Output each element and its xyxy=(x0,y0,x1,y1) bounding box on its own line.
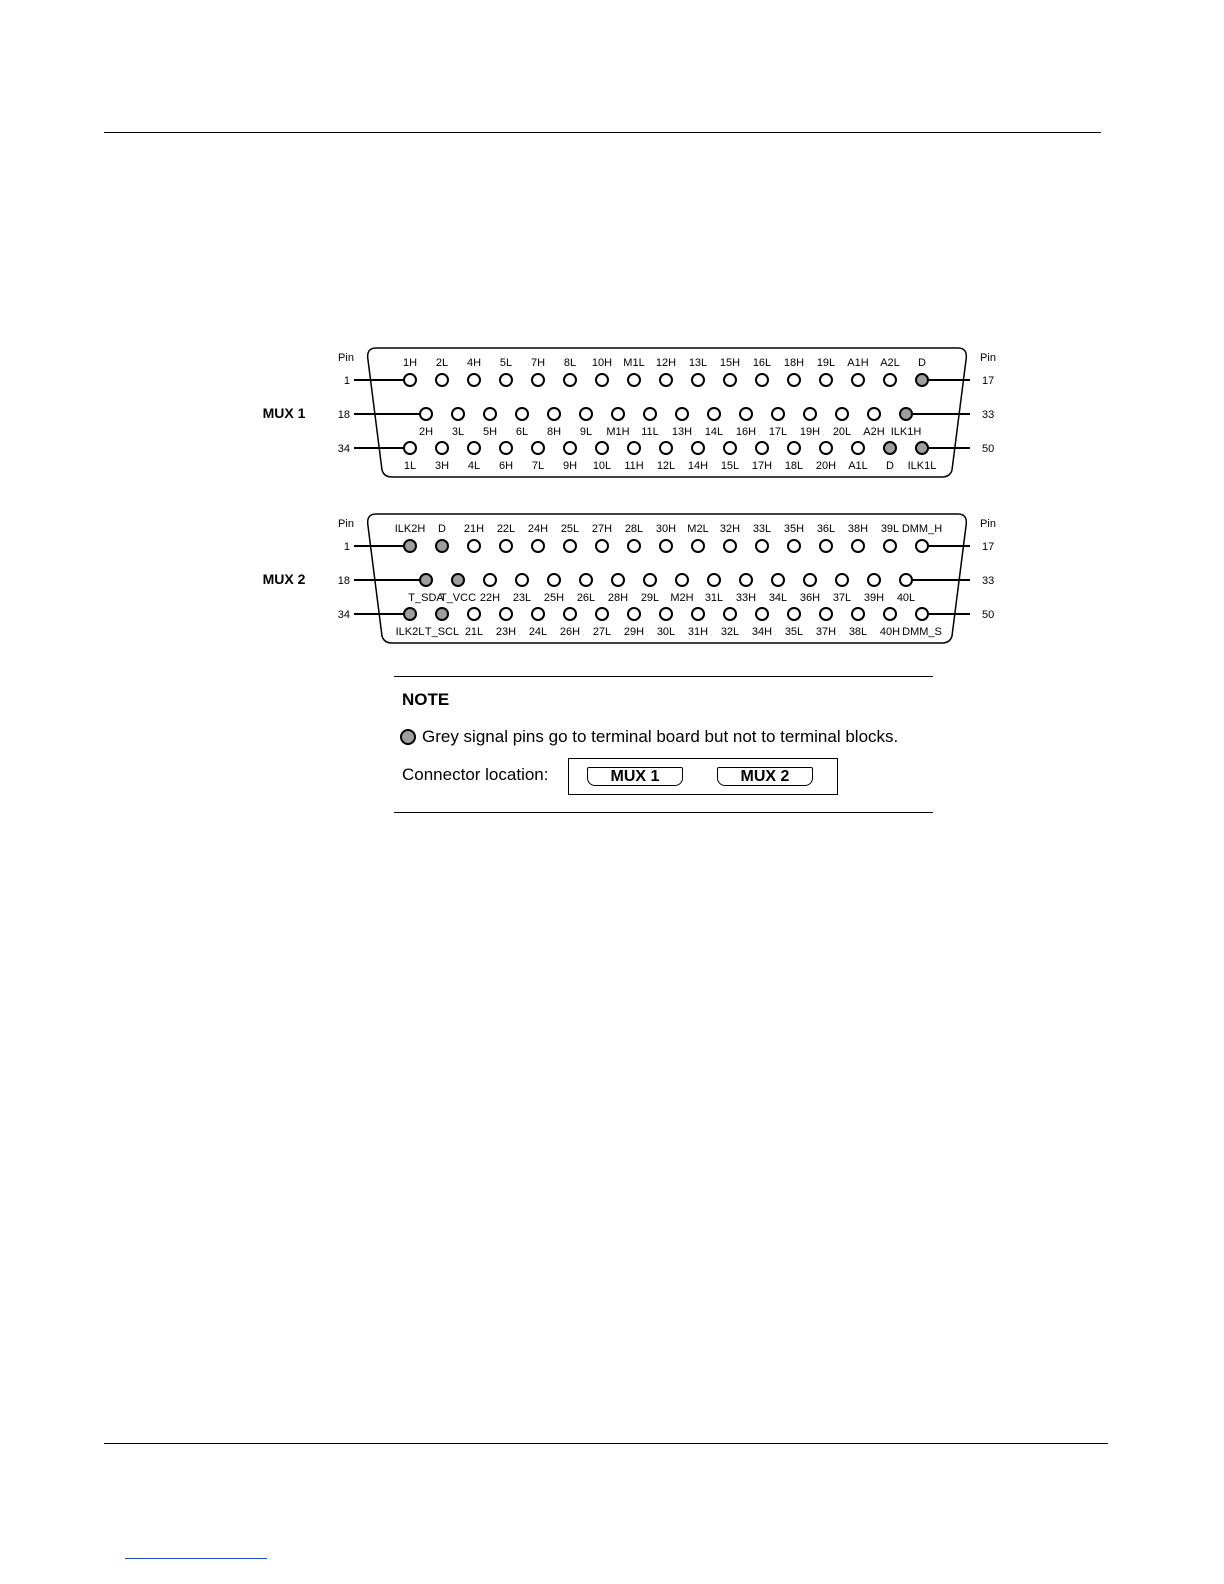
mux2-row2-pin-label: 37L xyxy=(832,592,852,604)
mux1-row2-pin-label: 14L xyxy=(704,426,724,438)
connector-location-label: Connector location: xyxy=(402,765,549,784)
mux1-row3-pin xyxy=(916,442,928,454)
mux1-row2-pin xyxy=(868,408,880,420)
mux1-row2-pin-label: 2H xyxy=(418,426,434,438)
mux1-row1-pin-label: 19L xyxy=(816,357,836,369)
mux2-row3-pin xyxy=(724,608,736,620)
mux2-row1-pin xyxy=(404,540,416,552)
mux1-row2-pin xyxy=(420,408,432,420)
mux2-row2-pin xyxy=(548,574,560,586)
mux1-row2-pin-label: 20L xyxy=(832,426,852,438)
mux1-row1-pin-number-right: 17 xyxy=(982,375,995,387)
mux1-row3-pin-label: 12L xyxy=(656,460,676,472)
mux1-row3-pin-label: 4L xyxy=(467,460,481,472)
mux1-row3-pin xyxy=(404,442,416,454)
mux2-row2-pin xyxy=(708,574,720,586)
mux2-row3-pin-label: 27L xyxy=(592,626,612,638)
mux2-row1-pin-label: 28L xyxy=(624,523,644,535)
mux2-row1-pin xyxy=(820,540,832,552)
mux2-row1-pin-label: D xyxy=(438,523,446,535)
mux2-row1-pin-label: 36L xyxy=(816,523,836,535)
mux2-row1-pin-label: ILK2H xyxy=(394,523,426,535)
mux2-row1-pin xyxy=(500,540,512,552)
mux1-row3-pin-label: ILK1L xyxy=(907,460,937,472)
mux1-row1-pin-label: 1H xyxy=(402,357,418,369)
mux1-row2-pin-label: M1H xyxy=(606,426,630,438)
mux2-row1-pin xyxy=(724,540,736,552)
mux2-row3-pin-number-right: 50 xyxy=(982,609,995,621)
mux2-row1-pin-label: DMM_H xyxy=(901,523,943,535)
mux2-row3-pin xyxy=(660,608,672,620)
mux1-row2-pin-label: 5H xyxy=(482,426,498,438)
mux2-row1-pin-label: 22L xyxy=(496,523,516,535)
mux2-row2-pin xyxy=(612,574,624,586)
mux1-row2-pin xyxy=(676,408,688,420)
mux2-row2-pin-label: 28H xyxy=(607,592,629,604)
mux2-row2-pin xyxy=(740,574,752,586)
mux2-row3-pin-label: 30L xyxy=(656,626,676,638)
mux1-row1-pin-label: 7H xyxy=(530,357,546,369)
mux2-row2-pin-label: 23L xyxy=(512,592,532,604)
mux1-row3-pin xyxy=(468,442,480,454)
mux1-row3-pin xyxy=(660,442,672,454)
mux2-row3-pin xyxy=(692,608,704,620)
mux1-row3-pin-label: 14H xyxy=(687,460,709,472)
mux2-row1-pin xyxy=(756,540,768,552)
mux1-row1-pin xyxy=(436,374,448,386)
mux1-row2-pin xyxy=(612,408,624,420)
mux1-row2-pin-label: 16H xyxy=(735,426,757,438)
note-grey-text: Grey signal pins go to terminal board but not to terminal blocks. xyxy=(422,727,899,746)
mux2-row2-pin xyxy=(804,574,816,586)
mux2-row1-pin xyxy=(468,540,480,552)
mux1-row3-pin xyxy=(564,442,576,454)
mux1-row1-pin-label: 5L xyxy=(499,357,513,369)
mux2-row2-pin-label: T_VCC xyxy=(439,592,477,604)
mux1-row2-pin xyxy=(580,408,592,420)
mux1-row1-pin xyxy=(692,374,704,386)
mux2-pin-label-right: Pin xyxy=(980,518,996,530)
mux1-row2-pin-label: 19H xyxy=(799,426,821,438)
mux2-row3-pin-label: 32L xyxy=(720,626,740,638)
mux2-row2-pin-number-right: 33 xyxy=(982,575,995,587)
mux1-row1-pin xyxy=(916,374,928,386)
mux2-row3-pin xyxy=(628,608,640,620)
mux1-row1-pin-label: 2L xyxy=(435,357,449,369)
mux2-row3-pin-label: 40H xyxy=(879,626,901,638)
mux2-row3-pin-label: 34H xyxy=(751,626,773,638)
mux2-row3-pin-label: 38L xyxy=(848,626,868,638)
mux1-row3-pin-label: 1L xyxy=(403,460,417,472)
mux2-row1-pin-label: 33L xyxy=(752,523,772,535)
mux2-row2-pin xyxy=(900,574,912,586)
mux1-row3-pin xyxy=(532,442,544,454)
mux1-row3-pin xyxy=(884,442,896,454)
mux2-row1-pin-label: 30H xyxy=(655,523,677,535)
mux1-row2-pin-label: A2H xyxy=(863,426,885,438)
note-grey-line xyxy=(400,727,898,747)
mux2-row1-pin-label: 38H xyxy=(847,523,869,535)
mux1-row1-pin-number-left: 1 xyxy=(343,375,350,387)
mux1-row3-pin xyxy=(852,442,864,454)
mux2-row2-pin-number-left: 18 xyxy=(337,575,350,587)
mux1-row2-pin xyxy=(452,408,464,420)
mux1-row3-pin xyxy=(692,442,704,454)
mux1-row3-pin xyxy=(820,442,832,454)
mux1-row1-pin-label: 15H xyxy=(719,357,741,369)
mux2-row3-pin-label: 24L xyxy=(528,626,548,638)
mux2-row3-pin-label: ILK2L xyxy=(395,626,425,638)
mux2-label: MUX 2 xyxy=(262,571,306,587)
mux2-row3-pin xyxy=(820,608,832,620)
note-title: NOTE xyxy=(402,690,450,709)
mux1-row2-pin xyxy=(740,408,752,420)
mux2-row1-pin xyxy=(660,540,672,552)
mux2-row3-pin xyxy=(852,608,864,620)
mux2-row1-pin-label: 32H xyxy=(719,523,741,535)
mux2-row2-pin xyxy=(420,574,432,586)
mux2-pin-label-left: Pin xyxy=(338,518,354,530)
mux1-row3-pin-label: 10L xyxy=(592,460,612,472)
mux1-row2-pin-label: 13H xyxy=(671,426,693,438)
mux1-row2-pin-label: 6L xyxy=(515,426,529,438)
mux1-row3-pin-label: 18L xyxy=(784,460,804,472)
mux2-row2-pin-label: 40L xyxy=(896,592,916,604)
mux1-row3-pin xyxy=(788,442,800,454)
mux1-row1-pin-label: A2L xyxy=(880,357,900,369)
mux1-row3-pin-label: A1L xyxy=(848,460,868,472)
mux1-row1-pin-label: M1L xyxy=(623,357,645,369)
mux1-row2-pin xyxy=(772,408,784,420)
location-mux2: MUX 2 xyxy=(717,767,813,786)
mux2-row2-pin-label: 22H xyxy=(479,592,501,604)
mux1-row1-pin xyxy=(564,374,576,386)
mux1-row1-pin xyxy=(756,374,768,386)
mux1-row2-pin-number-right: 33 xyxy=(982,409,995,421)
mux2-row1-pin xyxy=(852,540,864,552)
mux1-row1-pin-label: 12H xyxy=(655,357,677,369)
connector-location-box xyxy=(568,758,838,795)
mux2-row2-pin-label: 31L xyxy=(704,592,724,604)
mux1-row1-pin-label: A1H xyxy=(847,357,869,369)
mux1-row3-pin xyxy=(724,442,736,454)
mux1-row2-pin-label: 11L xyxy=(641,426,659,438)
mux1-row1-pin-label: 16L xyxy=(752,357,772,369)
mux2-row1-pin-number-right: 17 xyxy=(982,541,995,553)
mux1-row3-pin xyxy=(436,442,448,454)
mux2-row3-pin xyxy=(884,608,896,620)
mux1-row2-pin xyxy=(644,408,656,420)
mux1-row3-pin-number-left: 34 xyxy=(337,443,350,455)
mux1-row1-pin xyxy=(500,374,512,386)
mux2-row3-pin-label: T_SCL xyxy=(424,626,460,638)
mux1-row3-pin-number-right: 50 xyxy=(982,443,995,455)
mux2-row3-pin-label: 21L xyxy=(464,626,484,638)
mux2-row3-pin-label: 37H xyxy=(815,626,837,638)
mux1-row2-pin-label: 9L xyxy=(579,426,593,438)
mux1-row2-pin-label: ILK1H xyxy=(890,426,922,438)
mux2-row1-pin xyxy=(436,540,448,552)
mux1-row1-pin xyxy=(820,374,832,386)
mux1-row2-pin xyxy=(516,408,528,420)
mux2-row1-pin xyxy=(692,540,704,552)
mux2-row3-pin xyxy=(532,608,544,620)
mux1-row1-pin-label: 18H xyxy=(783,357,805,369)
mux1-row2-pin-label: 3L xyxy=(451,426,465,438)
mux2-row2-pin-label: 26L xyxy=(576,592,596,604)
mux1-row3-pin-label: 7L xyxy=(531,460,545,472)
mux1-row3-pin xyxy=(756,442,768,454)
mux2-row2-pin xyxy=(484,574,496,586)
mux2-row1-pin-label: 35H xyxy=(783,523,805,535)
mux2-row1-pin-label: M2L xyxy=(687,523,709,535)
mux1-row2-pin xyxy=(548,408,560,420)
mux1-row3-pin-label: 6H xyxy=(498,460,514,472)
mux2-row1-pin xyxy=(628,540,640,552)
mux1-row2-pin xyxy=(900,408,912,420)
footer-rule xyxy=(104,1443,1108,1444)
mux2-row1-pin-label: 39L xyxy=(880,523,900,535)
mux2-row3-pin xyxy=(404,608,416,620)
mux1-row3-pin xyxy=(500,442,512,454)
mux1-row3-pin-label: 15L xyxy=(720,460,740,472)
mux2-row1-pin xyxy=(564,540,576,552)
mux1-row1-pin-label: 4H xyxy=(466,357,482,369)
mux1-row1-pin-label: 13L xyxy=(688,357,708,369)
mux2-row3-pin xyxy=(916,608,928,620)
note-top-rule xyxy=(394,676,933,677)
mux1-row2-pin xyxy=(836,408,848,420)
mux2-row2-pin-label: 29L xyxy=(640,592,660,604)
mux2-row2-pin xyxy=(516,574,528,586)
location-mux1: MUX 1 xyxy=(587,767,683,786)
mux2-row1-pin-number-left: 1 xyxy=(343,541,350,553)
mux2-row3-pin xyxy=(564,608,576,620)
mux1-pin-label-left: Pin xyxy=(338,352,354,364)
mux1-row3-pin-label: 9H xyxy=(562,460,578,472)
mux1-row1-pin-label: D xyxy=(918,357,926,369)
mux2-row2-pin-label: 39H xyxy=(863,592,885,604)
mux2-row2-pin-label: M2H xyxy=(670,592,694,604)
mux1-row2-pin xyxy=(708,408,720,420)
mux1-row3-pin xyxy=(596,442,608,454)
mux1-row1-pin xyxy=(532,374,544,386)
mux2-row3-pin-label: 29H xyxy=(623,626,645,638)
mux1-row1-pin-label: 10H xyxy=(591,357,613,369)
mux1-row2-pin-label: 8H xyxy=(546,426,562,438)
mux2-row3-pin-label: 31H xyxy=(687,626,709,638)
mux1-row2-pin-label: 17L xyxy=(768,426,788,438)
mux1-row3-pin-label: 17H xyxy=(751,460,773,472)
mux2-row2-pin-label: T_SDA xyxy=(408,592,444,604)
mux1-row3-pin xyxy=(628,442,640,454)
mux2-row3-pin-number-left: 34 xyxy=(337,609,350,621)
mux2-row1-pin xyxy=(596,540,608,552)
mux1-row3-pin-label: 11H xyxy=(624,460,644,472)
mux1-row3-pin-label: 20H xyxy=(815,460,837,472)
footer-link-underline xyxy=(125,1558,267,1559)
mux1-row2-pin-number-left: 18 xyxy=(337,409,350,421)
mux2-row1-pin xyxy=(884,540,896,552)
mux2-row1-pin-label: 24H xyxy=(527,523,549,535)
mux1-row1-pin xyxy=(660,374,672,386)
mux2-row2-pin xyxy=(644,574,656,586)
mux1-row1-pin-label: 8L xyxy=(563,357,577,369)
mux2-row2-pin xyxy=(452,574,464,586)
mux2-row1-pin-label: 25L xyxy=(560,523,580,535)
mux2-row3-pin xyxy=(468,608,480,620)
mux2-row2-pin xyxy=(868,574,880,586)
mux1-row1-pin xyxy=(596,374,608,386)
mux2-row3-pin xyxy=(596,608,608,620)
mux1-row1-pin xyxy=(852,374,864,386)
mux1-row1-pin xyxy=(468,374,480,386)
mux2-row2-pin-label: 36H xyxy=(799,592,821,604)
mux2-row1-pin xyxy=(532,540,544,552)
mux1-row3-pin-label: D xyxy=(886,460,894,472)
mux2-row3-pin xyxy=(500,608,512,620)
note-bottom-rule xyxy=(394,812,933,813)
mux2-row2-pin xyxy=(772,574,784,586)
mux2-row3-pin xyxy=(436,608,448,620)
mux1-row2-pin xyxy=(484,408,496,420)
mux2-row2-pin xyxy=(676,574,688,586)
mux1-row1-pin xyxy=(628,374,640,386)
mux2-row3-pin xyxy=(756,608,768,620)
mux2-row1-pin xyxy=(788,540,800,552)
mux2-row3-pin-label: 35L xyxy=(784,626,804,638)
mux1-row1-pin xyxy=(404,374,416,386)
mux2-row3-pin xyxy=(788,608,800,620)
mux1-row1-pin xyxy=(884,374,896,386)
mux2-row3-pin-label: 23H xyxy=(495,626,517,638)
mux2-row1-pin-label: 21H xyxy=(463,523,485,535)
mux1-row3-pin-label: 3H xyxy=(434,460,450,472)
mux2-row2-pin xyxy=(836,574,848,586)
mux2-row1-pin xyxy=(916,540,928,552)
mux1-label: MUX 1 xyxy=(262,405,306,421)
mux2-row2-pin-label: 34L xyxy=(768,592,788,604)
mux2-row2-pin xyxy=(580,574,592,586)
mux2-row1-pin-label: 27H xyxy=(591,523,613,535)
mux2-row2-pin-label: 25H xyxy=(543,592,565,604)
mux2-row3-pin-label: DMM_S xyxy=(902,626,942,638)
mux2-row2-pin-label: 33H xyxy=(735,592,757,604)
mux2-row3-pin-label: 26H xyxy=(559,626,581,638)
mux1-pin-label-right: Pin xyxy=(980,352,996,364)
mux1-row2-pin xyxy=(804,408,816,420)
mux1-row1-pin xyxy=(788,374,800,386)
grey-pin-icon xyxy=(400,729,416,745)
mux1-row1-pin xyxy=(724,374,736,386)
